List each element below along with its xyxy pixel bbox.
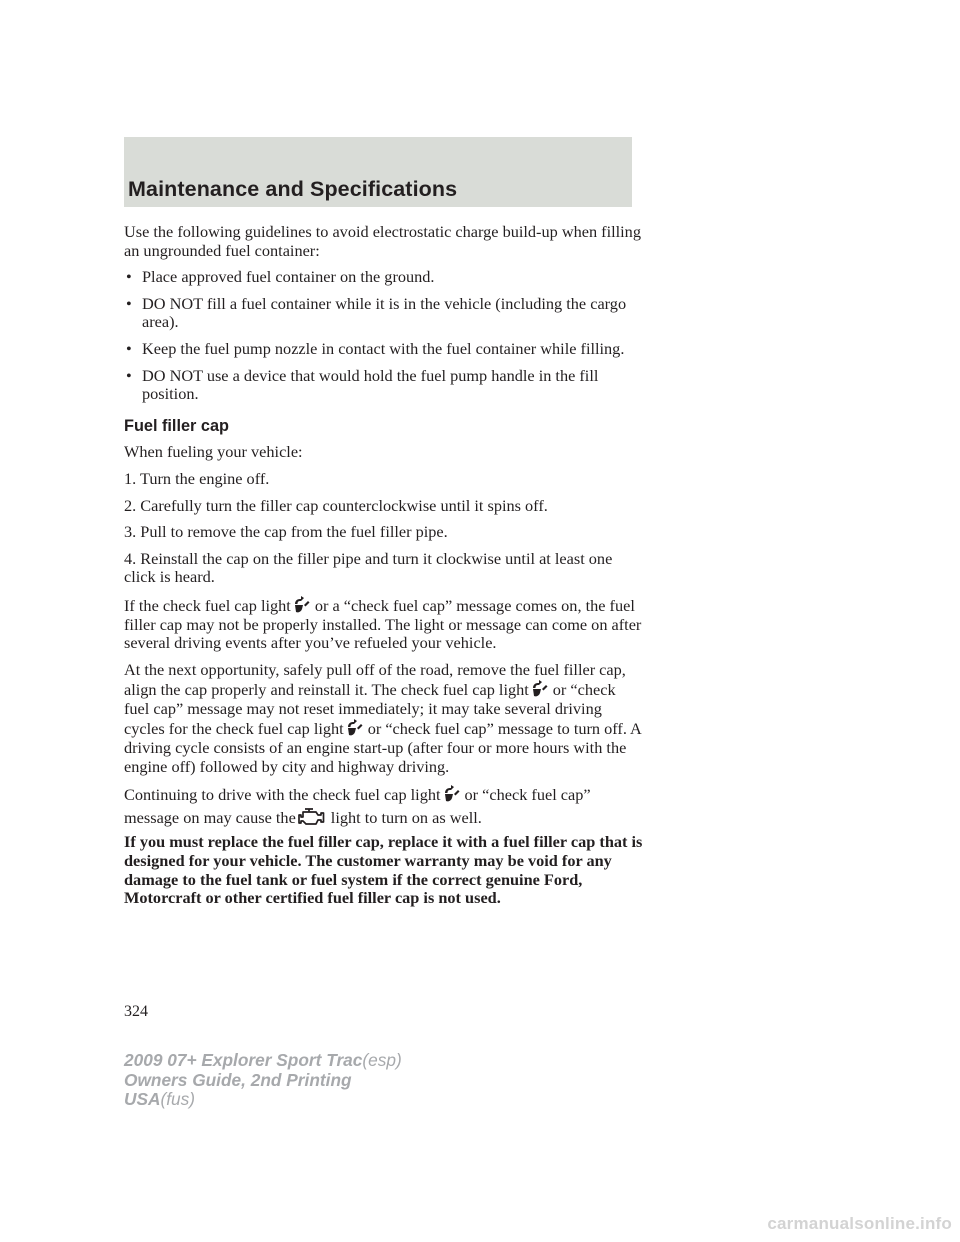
fuel-cap-light-paragraph: If the check fuel cap light or a “check fuel cap” message comes on, the fuel filler cap may not be properly installed. The light or message can come on after several driving events after you’ve refueled your vehicle. [124, 595, 642, 653]
check-fuel-cap-icon [294, 595, 310, 615]
bullet-text: DO NOT fill a fuel container while it is in the vehicle (including the cargo area). [142, 293, 627, 332]
replacement-warning: If you must replace the fuel filler cap, replace it with a fuel filler cap that is designed for your vehicle. The customer warranty may be void for any damage to the fuel tank or fuel system if the correct genuine Ford, Motorcraft or other certified fuel filler cap is not used. [124, 832, 643, 908]
check-engine-icon [298, 805, 325, 827]
site-watermark: carmanualsonline.info [767, 1214, 952, 1233]
step-item: 2. Carefully turn the filler cap counterclockwise until it spins off. [124, 495, 548, 515]
section-title: Maintenance and Specifications [128, 177, 458, 201]
bullet-item [124, 340, 644, 359]
step-item: 3. Pull to remove the cap from the fuel filler pipe. [124, 522, 448, 542]
bullet-item [124, 268, 644, 287]
bullet-marker: • [126, 293, 132, 313]
intro-paragraph: Use the following guidelines to avoid electrostatic charge build-up when filling an ungrounded fuel container: [124, 222, 641, 260]
check-fuel-cap-icon [532, 679, 548, 699]
engine-light-paragraph: Continuing to drive with the check fuel cap light or “check fuel cap” message on may cause the light to turn on as well. [124, 785, 591, 827]
step-item: 4. Reinstall the cap on the filler pipe and turn it clockwise until at least one click is heard. [124, 548, 613, 587]
bullet-text: Keep the fuel pump nozzle in contact with the fuel container while filling. [142, 338, 625, 358]
bullet-item [124, 295, 644, 332]
bullet-item [124, 367, 644, 404]
bullet-text: Place approved fuel container on the ground. [142, 267, 435, 287]
page-number: 324 [124, 1003, 148, 1020]
subheading-fuel-filler-cap: Fuel filler cap [124, 416, 229, 435]
footer-printing: Owners Guide, 2nd Printing [124, 1069, 352, 1090]
steps-intro: When fueling your vehicle: [124, 442, 303, 462]
reset-instructions-paragraph: At the next opportunity, safely pull off of the road, remove the fuel filler cap, align the cap properly and reinstall it. The check fuel cap light or “check fuel cap” message may not reset immediately; it may take several driving cycles for the check fuel cap light or “check fuel cap” message to turn off. A driving cycle consists of an engine start-up (after four or more hours with the engine off) followed by city and highway driving. [124, 659, 641, 776]
bullet-marker: • [126, 365, 132, 385]
bullet-marker: • [126, 267, 132, 287]
check-fuel-cap-icon [347, 718, 363, 738]
step-item: 1. Turn the engine off. [124, 468, 270, 488]
footer-model: 2009 07+ Explorer Sport Trac [124, 1050, 363, 1070]
bullet-marker: • [126, 338, 132, 358]
check-fuel-cap-icon [444, 784, 460, 804]
footer-market-code: (fus) [160, 1089, 196, 1109]
footer-model-code: (esp) [362, 1050, 402, 1070]
page-content [124, 223, 644, 908]
bullet-text: DO NOT use a device that would hold the fuel pump handle in the fill position. [142, 365, 599, 404]
document-footer [124, 1051, 402, 1110]
footer-market: USA [124, 1089, 161, 1109]
